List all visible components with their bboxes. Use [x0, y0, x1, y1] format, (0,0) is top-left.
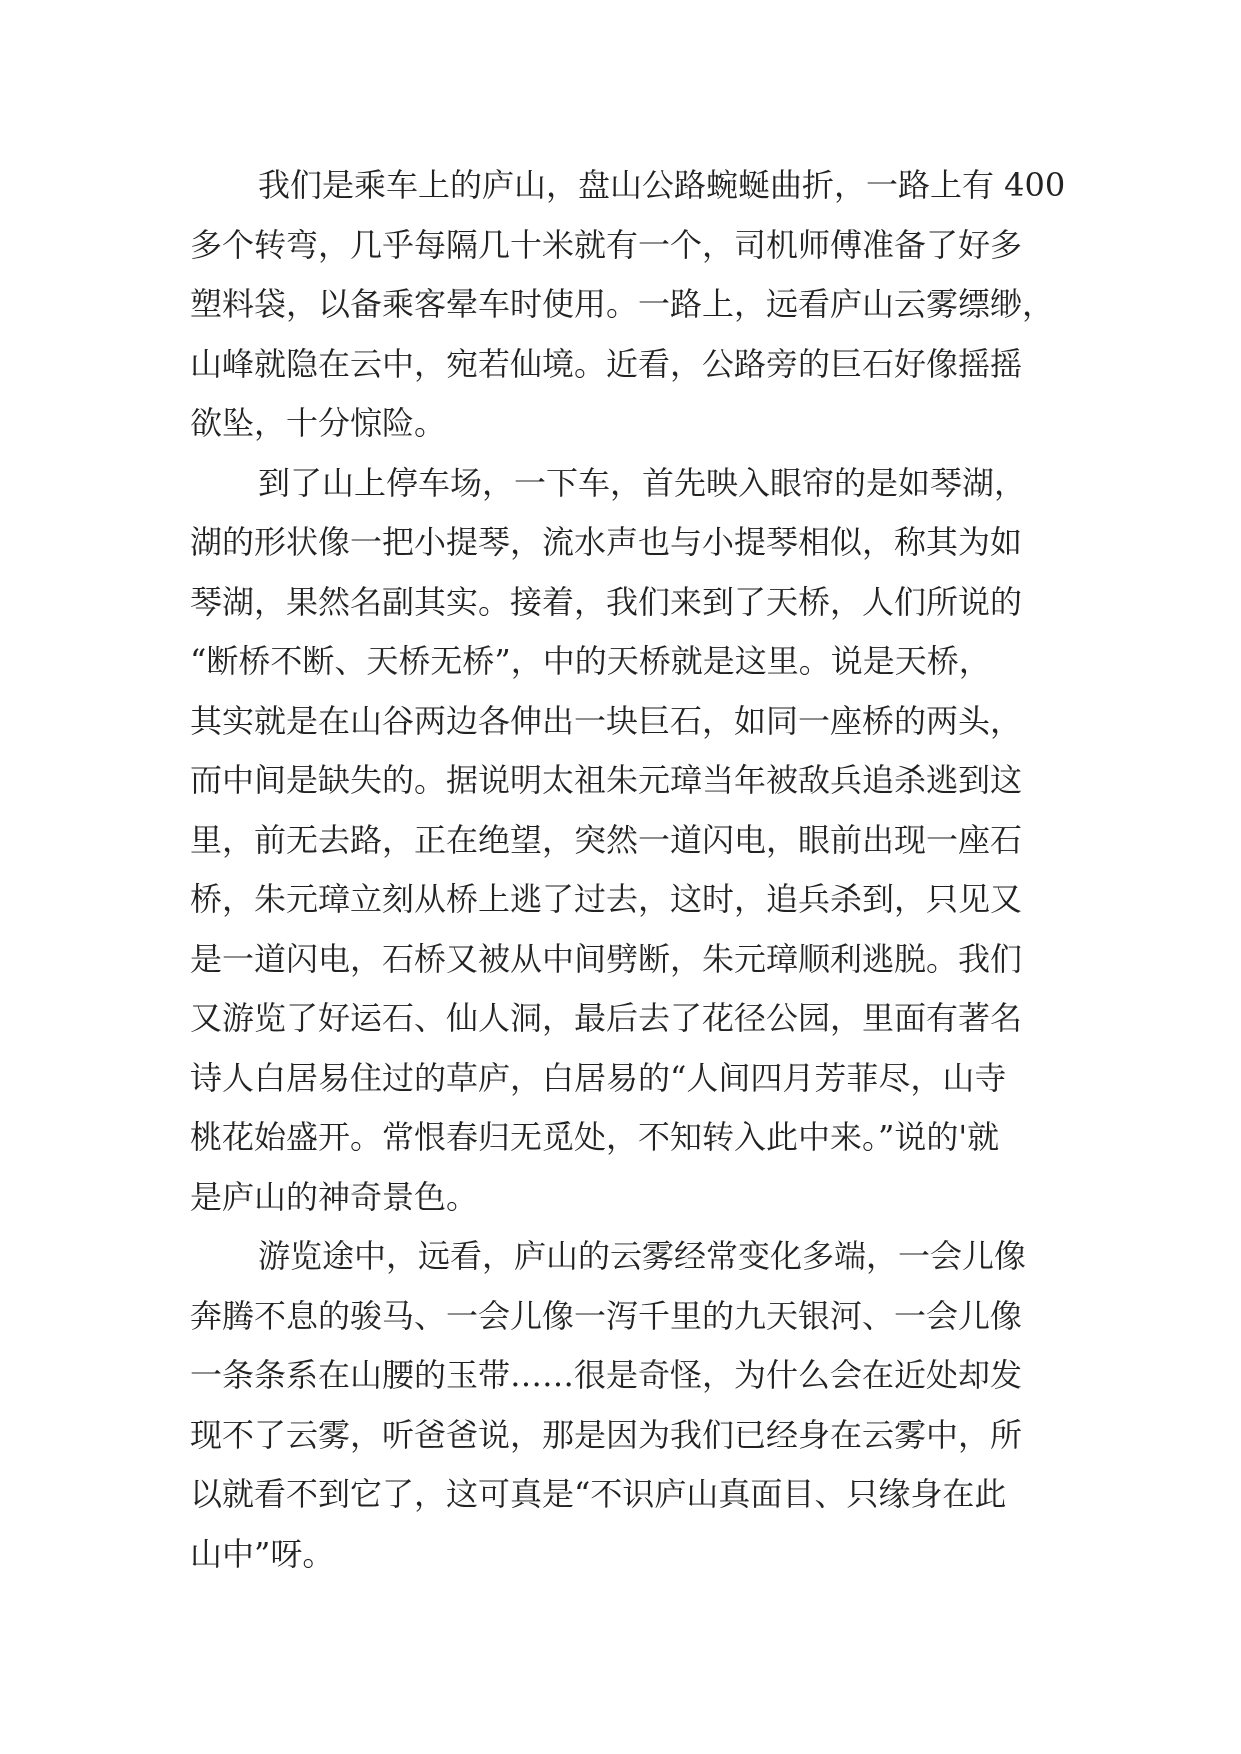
- paragraph-line: 我们是乘车上的庐山，盘山公路蜿蜒曲折，一路上有 400: [258, 166, 1066, 204]
- paragraph-line: 奔腾不息的骏马、一会儿像一泻千里的九天银河、一会儿像: [190, 1296, 1023, 1335]
- essay-body: [190, 156, 1066, 1584]
- paragraph-line: 而中间是缺失的。据说明太祖朱元璋当年被敌兵追杀逃到这: [190, 761, 1023, 799]
- paragraph-line: 湖的形状像一把小提琴，流水声也与小提琴相似，称其为如: [190, 523, 1023, 561]
- paragraph-line: 是庐山的神奇景色。: [190, 1177, 479, 1216]
- paragraph-1: [190, 156, 1066, 454]
- paragraph-line: 塑料袋，以备乘客晕车时使用。一路上，远看庐山云雾缥缈，: [190, 285, 1055, 323]
- paragraph-line: 一条条系在山腰的玉带……很是奇怪，为什么会在近处却发: [190, 1356, 1023, 1394]
- paragraph-line: 游览途中，远看，庐山的云雾经常变化多端，一会儿像: [258, 1237, 1027, 1275]
- paragraph-line: 现不了云雾，听爸爸说，那是因为我们已经身在云雾中，所: [190, 1415, 1023, 1454]
- paragraph-3: [190, 1227, 1060, 1584]
- paragraph-2: [190, 454, 1060, 1228]
- paragraph-line: 又游览了好运石、仙人洞，最后去了花径公园，里面有著名: [190, 999, 1023, 1037]
- paragraph-line: “断桥不断、天桥无桥”，中的天桥就是这里。说是天桥，: [190, 642, 991, 680]
- paragraph-line: 欲坠，十分惊险。: [190, 404, 447, 442]
- paragraph-line: 其实就是在山谷两边各伸出一块巨石，如同一座桥的两头，: [190, 701, 1023, 740]
- paragraph-line: 山峰就隐在云中，宛若仙境。近看，公路旁的巨石好像摇摇: [190, 344, 1023, 383]
- paragraph-line: 山中”呀。: [190, 1534, 335, 1573]
- paragraph-line: 到了山上停车场，一下车，首先映入眼帘的是如琴湖，: [258, 463, 1027, 502]
- paragraph-line: 里，前无去路，正在绝望，突然一道闪电，眼前出现一座石: [190, 820, 1023, 859]
- paragraph-line: 琴湖，果然名副其实。接着，我们来到了天桥，人们所说的: [190, 582, 1023, 621]
- paragraph-line: 多个转弯，几乎每隔几十米就有一个，司机师傅准备了好多: [190, 225, 1023, 264]
- paragraph-line: 桃花始盛开。常恨春归无觅处，不知转入此中来。”说的'就: [190, 1118, 1000, 1156]
- paragraph-line: 诗人白居易住过的草庐，白居易的“人间四月芳菲尽，山寺: [190, 1058, 1007, 1097]
- paragraph-line: 桥，朱元璋立刻从桥上逃了过去，这时，追兵杀到，只见又: [190, 880, 1023, 918]
- paragraph-line: 以就看不到它了，这可真是“不识庐山真面目、只缘身在此: [190, 1475, 1007, 1513]
- paragraph-line: 是一道闪电，石桥又被从中间劈断，朱元璋顺利逃脱。我们: [190, 939, 1023, 978]
